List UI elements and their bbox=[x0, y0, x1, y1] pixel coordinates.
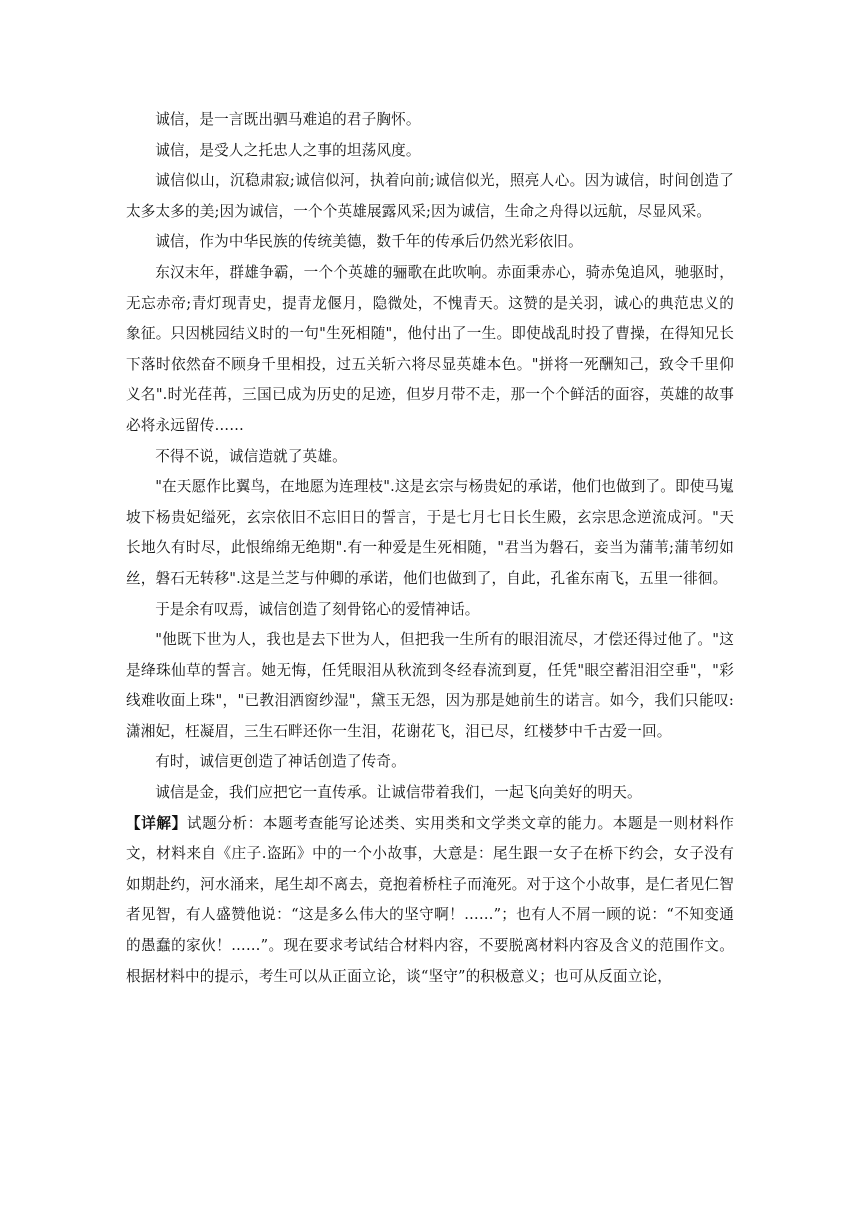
paragraph-8: 于是余有叹焉，诚信创造了刻骨铭心的爱情神话。 bbox=[155, 600, 480, 618]
paragraph-10: 有时，诚信更创造了神话创造了传奇。 bbox=[155, 753, 406, 771]
analysis-label: 【详解】 bbox=[126, 814, 187, 832]
essay-body bbox=[126, 105, 734, 992]
paragraph-3: 诚信似山，沉稳肃寂;诚信似河，执着向前;诚信似光，照亮人心。因为诚信，时间创造了太多太多的美;因为诚信，一个个英雄展露风采;因为诚信，生命之舟得以远航，尽显风采。 bbox=[126, 172, 734, 220]
analysis-paragraph bbox=[126, 809, 734, 993]
paragraph-6: 不得不说，诚信造就了英雄。 bbox=[155, 447, 347, 465]
analysis-text: 试题分析：本题考查能写论述类、实用类和文学类文章的能力。本题是一则材料作文，材料来自《庄子.盗跖》中的一个小故事，大意是：尾生跟一女子在桥下约会，女子没有如期赴约，河水涌来，尾生却不离去，竟抱着桥柱子而淹死。对于这个小故事，是仁者见仁智者见智，有人盛赞他说：“这是多么伟大的坚守啊！……”；也有人不屑一顾的说：“不知变通的愚蠢的家伙！……”。现在要求考试结合材料内容，不要脱离材料内容及含义的范围作文。根据材料中的提示，考生可以从正面立论，谈“坚守”的积极意义；也可从反面立论， bbox=[126, 814, 735, 985]
paragraph-2: 诚信，是受人之托忠人之事的坦荡风度。 bbox=[155, 141, 421, 159]
paragraph-9: "他既下世为人，我也是去下世为人，但把我一生所有的眼泪流尽，才偿还得过他了。"这是绛珠仙草的誓言。她无悔，任凭眼泪从秋流到冬经春流到夏，任凭"眼空蓄泪泪空垂"，"彩线难收面上珠"，"已教泪洒窗纱湿"，黛玉无怨，因为那是她前生的诺言。如今，我们只能叹:潇湘妃，枉凝眉，三生石畔还你一生泪，花谢花飞，泪已尽，红楼梦中千古爱一回。 bbox=[126, 631, 734, 740]
paragraph-1: 诚信，是一言既出驷马难追的君子胸怀。 bbox=[155, 111, 421, 128]
paragraph-7: "在天愿作比翼鸟，在地愿为连理枝".这是玄宗与杨贵妃的承诺，他们也做到了。即使马嵬坡下杨贵妃缢死，玄宗依旧不忘旧日的誓言，于是七月七日长生殿，玄宗思念逆流成河。"天长地久有时尽，此恨绵绵无绝期".有一种爱是生死相随，"君当为磐石，妾当为蒲苇;蒲苇纫如丝，磐石无转移".这是兰芝与仲卿的承诺，他们也做到了，自此，孔雀东南飞，五里一徘徊。 bbox=[126, 478, 734, 587]
paragraph-5: 东汉末年，群雄争霸，一个个英雄的骊歌在此吹响。赤面秉赤心，骑赤兔追风，驰驱时，无忘赤帝;青灯现青史，提青龙偃月，隐微处，不愧青天。这赞的是关羽，诚心的典范忠义的象征。只因桃园结义时的一句"生死相随"，他付出了一生。即使战乱时投了曹操，在得知兄长下落时依然奋不顾身千里相投，过五关斩六将尽显英雄本色。"拼将一死酬知己，致令千里仰义名".时光荏苒，三国已成为历史的足迹，但岁月带不走，那一个个鲜活的面容，英雄的故事必将永远留传…… bbox=[126, 263, 734, 434]
paragraph-4: 诚信，作为中华民族的传统美德，数千年的传承后仍然光彩依旧。 bbox=[155, 233, 583, 251]
paragraph-11: 诚信是金，我们应把它一直传承。让诚信带着我们，一起飞向美好的明天。 bbox=[155, 784, 642, 802]
